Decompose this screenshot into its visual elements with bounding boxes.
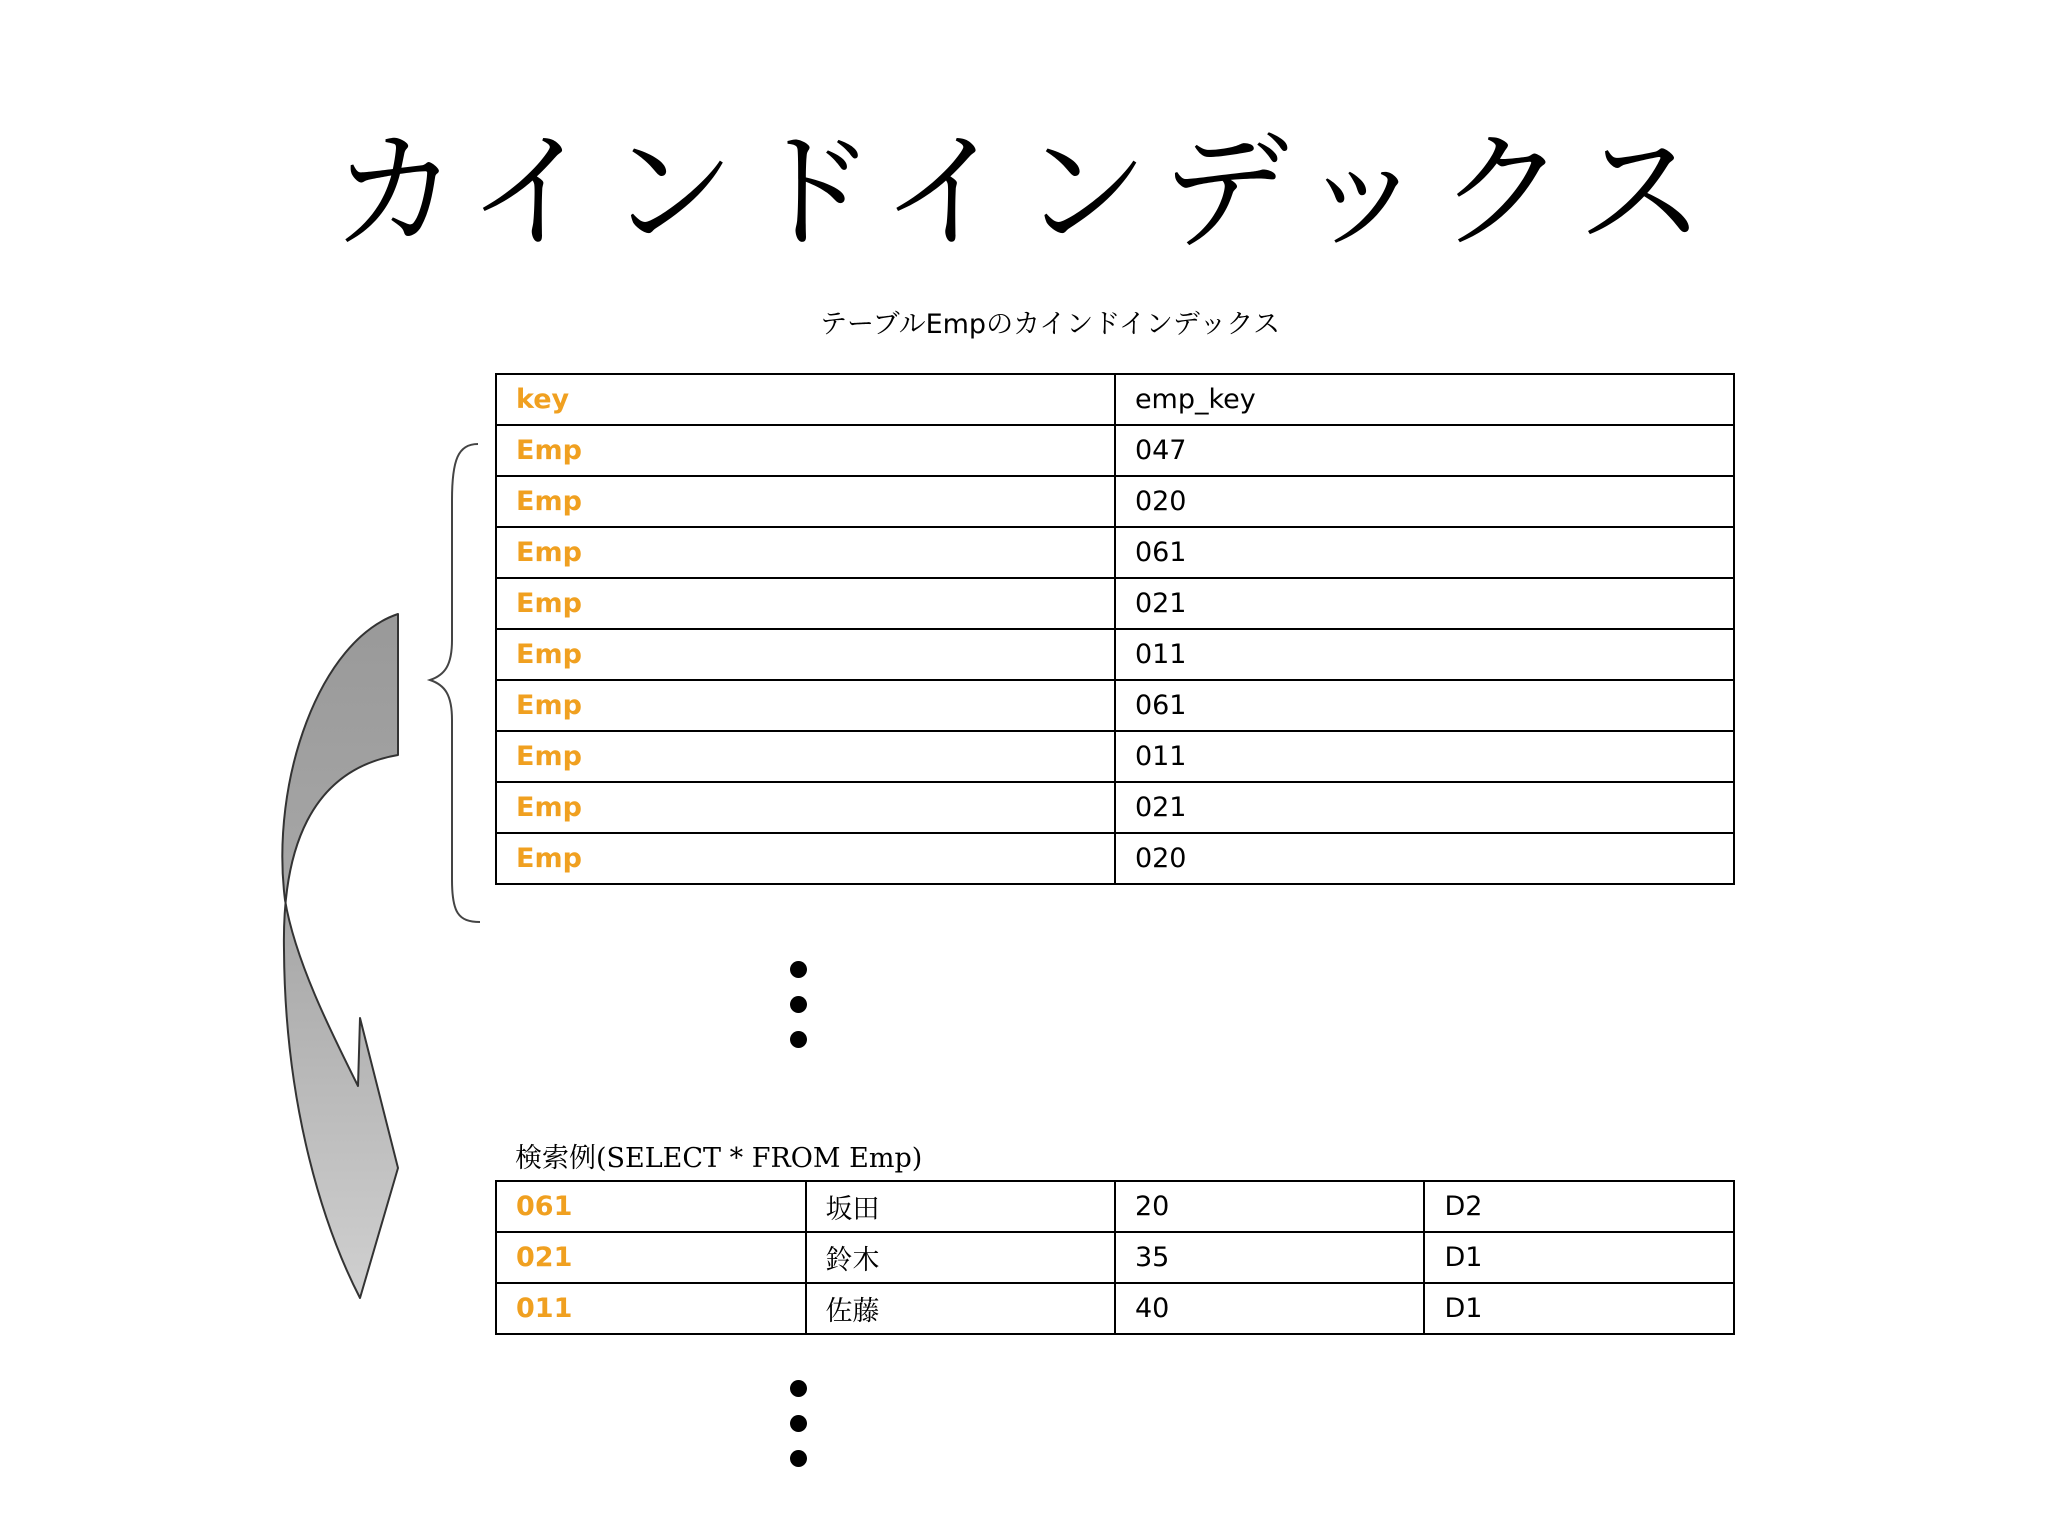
row-key: Emp — [496, 629, 1115, 680]
result-name: 坂田 — [806, 1181, 1115, 1232]
index-table-caption: テーブルEmpのカインドインデックス — [820, 309, 1281, 340]
result-dept: D1 — [1424, 1232, 1734, 1283]
result-id: 021 — [496, 1232, 806, 1283]
row-emp-key: 047 — [1115, 425, 1734, 476]
result-age: 35 — [1115, 1232, 1424, 1283]
row-key: Emp — [496, 476, 1115, 527]
result-dept: D1 — [1424, 1283, 1734, 1334]
curly-brace-icon — [430, 444, 480, 922]
row-emp-key: 020 — [1115, 476, 1734, 527]
row-emp-key: 061 — [1115, 680, 1734, 731]
result-id: 061 — [496, 1181, 806, 1232]
slide-title: カインドインデックス — [331, 118, 1717, 267]
row-key: Emp — [496, 527, 1115, 578]
row-key: Emp — [496, 680, 1115, 731]
header-emp-key: emp_key — [1115, 374, 1734, 425]
row-key: Emp — [496, 731, 1115, 782]
result-id: 011 — [496, 1283, 806, 1334]
header-key: key — [496, 374, 1115, 425]
row-emp-key: 061 — [1115, 527, 1734, 578]
row-emp-key: 011 — [1115, 629, 1734, 680]
curved-arrow-icon — [282, 614, 398, 1298]
row-key: Emp — [496, 578, 1115, 629]
result-dept: D2 — [1424, 1181, 1734, 1232]
row-emp-key: 020 — [1115, 833, 1734, 884]
result-age: 40 — [1115, 1283, 1424, 1334]
row-key: Emp — [496, 425, 1115, 476]
result-age: 20 — [1115, 1181, 1424, 1232]
row-emp-key: 021 — [1115, 782, 1734, 833]
result-name: 佐藤 — [806, 1283, 1115, 1334]
query-example-caption: 検索例(SELECT * FROM Emp) — [515, 1143, 923, 1174]
row-emp-key: 011 — [1115, 731, 1734, 782]
row-emp-key: 021 — [1115, 578, 1734, 629]
row-key: Emp — [496, 833, 1115, 884]
result-name: 鈴木 — [806, 1232, 1115, 1283]
row-key: Emp — [496, 782, 1115, 833]
